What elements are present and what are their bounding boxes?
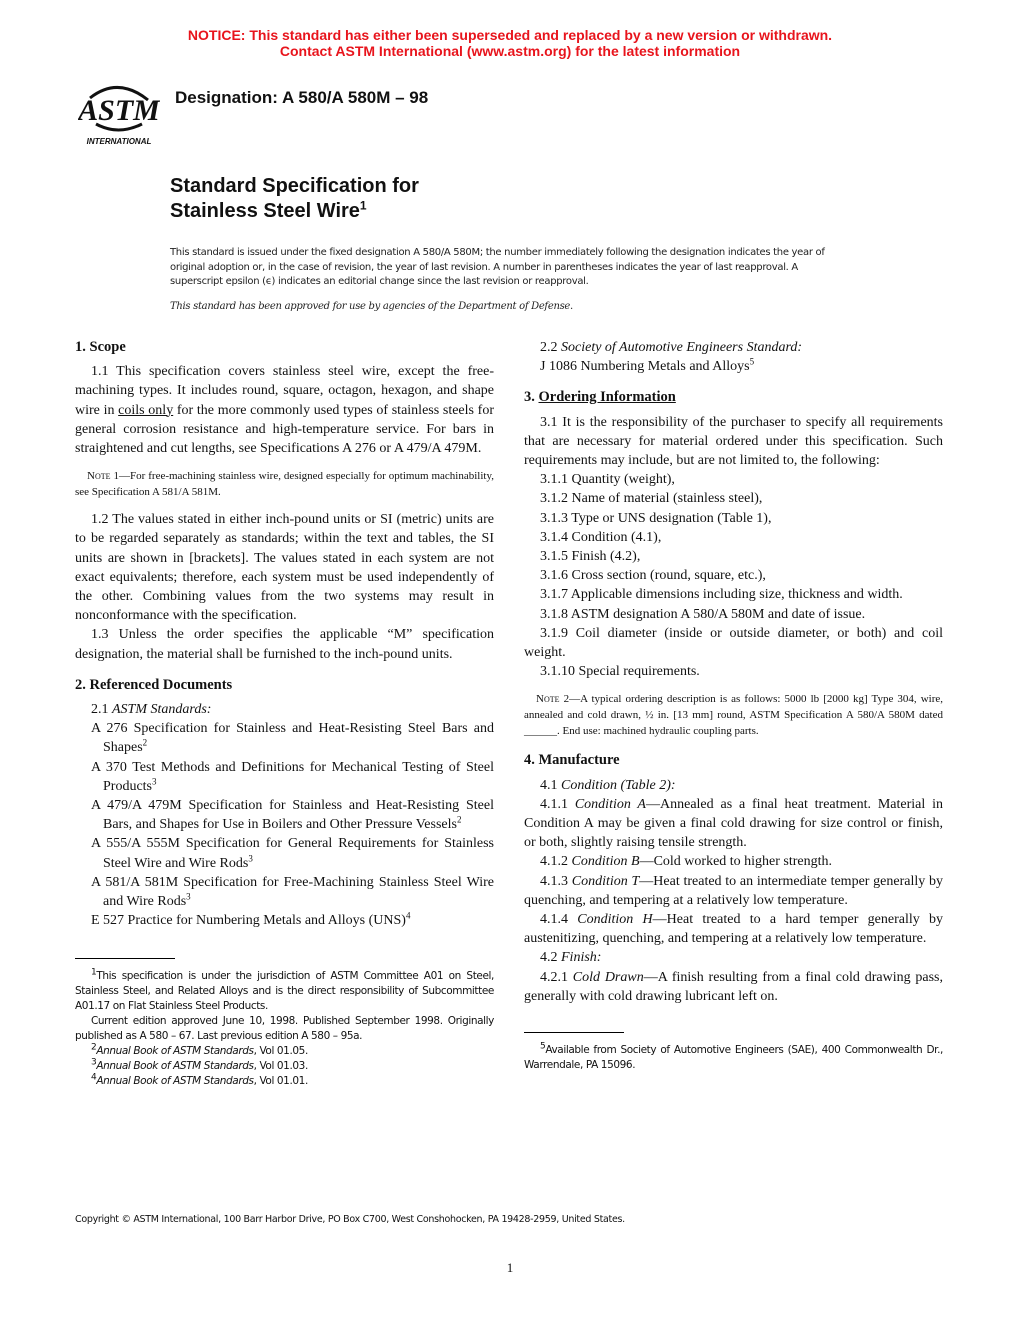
paragraph-4-2: 4.2 Finish:: [540, 950, 602, 966]
paragraph-1-2: 1.2 The values stated in either inch-pound units or SI (metric) units are to be regarded separately as standards; within the text and tables, the SI units are shown in [brackets]. The values stated in each system are not exact equivalents; therefore, each system must be used independently of the other. Combining values from the two systems may result in nonconformance with the specification.: [75, 512, 494, 624]
notice-line-1: NOTICE: This standard has either been superseded and replaced by a new version or withdrawn.: [187, 27, 833, 43]
ordering-items: [524, 470, 943, 585]
page-number: 1: [506, 1260, 514, 1275]
left-column: [75, 338, 494, 1089]
ordering-item: 3.1.2 Name of material (stainless steel),: [540, 491, 763, 507]
paragraph-4-1-1: 4.1.1 Condition A—Annealed as a final heat treatment. Material in Condition A may be given a final cold drawing for size control or finish, or both, slightly raising tensile strength.: [524, 796, 944, 851]
section-heading: 3. Ordering Information: [524, 389, 676, 406]
svg-text:ASTM: ASTM: [78, 94, 160, 127]
paragraph-3-1-10: 3.1.10 Special requirements.: [540, 664, 700, 680]
right-column: [524, 338, 943, 1073]
paragraph-3-1-8: 3.1.8 ASTM designation A 580/A 580M and date of issue.: [540, 606, 866, 622]
paragraph-4-1-2: 4.1.2 Condition B—Cold worked to higher strength.: [540, 854, 833, 870]
reference-item: E 527 Practice for Numbering Metals and Alloys (UNS)$^4$: [91, 910, 411, 929]
footnote-1-edition: Current edition approved June 10, 1998. Published September 1998. Originally published as A 580 – 67. Last previous edition A 580 – 95a.: [75, 1015, 494, 1043]
title-text: Stainless Steel Wire: [170, 200, 360, 222]
ordering-item: 3.1.6 Cross section (round, square, etc.),: [540, 568, 766, 584]
paragraph-2-1: 2.1 ASTM Standards:: [91, 702, 212, 718]
title-line-1: Standard Specification for: [170, 175, 419, 197]
footnote-divider: [75, 958, 175, 959]
svg-text:INTERNATIONAL: INTERNATIONAL: [86, 137, 152, 146]
paragraph-3-1-9: 3.1.9 Coil diameter (inside or outside diameter, or both) and coil weight.: [524, 625, 943, 661]
paragraph-1-1: 1.1 This specification covers stainless steel wire, except the free-machining types. It includes round, square, octagon, hexagon, and shape wire in coils only for the more commonly used types of stainless steels for general corrosion resistance and high-temperature service. For bars in straightened and cut lengths, see Specifications A 276 or A 479/A 479M.: [75, 364, 494, 457]
reference-item: A 479/A 479M Specification for Stainless and Heat-Resisting Steel Bars, and Shapes for Use in Boilers and Other Pressure Vessels$^2$: [91, 798, 494, 833]
note-2: Note 2—A typical ordering description is as follows: 5000 lb [2000 kg] Type 304, wire, annealed and cold drawn, ½ in. [13 mm] round, ASTM Specification A 580/A 580M dated ______. End use: machined hydraulic coupling parts.: [524, 693, 944, 738]
dod-approval: This standard has been approved for use by agencies of the Department of Defense.: [170, 301, 573, 312]
paragraph-4-1-4: 4.1.4 Condition H—Heat treated to a hard temper generally by austenitizing, quenching, and tempering at a relatively low temperature.: [524, 912, 943, 947]
paragraph-4-2-1: 4.2.1 Cold Drawn—A finish resulting from a final cold drawing pass, generally with cold drawing lubricant left on.: [524, 969, 943, 1004]
paragraph-2-2: 2.2 Society of Automotive Engineers Standard:: [540, 340, 803, 355]
paragraph-4-1-3: 4.1.3 Condition T—Heat treated to an intermediate temper generally by quenching, and tempering at a relatively low temperature.: [524, 873, 944, 908]
paragraph-1-3: 1.3 Unless the order specifies the applicable “M” specification designation, the material shall be furnished to the inch-pound units.: [75, 627, 494, 662]
reference-item: A 581/A 581M Specification for Free-Machining Stainless Steel Wire and Wire Rods$^3$: [91, 874, 494, 910]
withdrawn-notice: [0, 27, 1020, 59]
section-heading: 1. Scope: [75, 339, 126, 355]
footnote-item: $^2$Annual Book of ASTM Standards, Vol 01.05.: [91, 1042, 308, 1058]
paragraph-3-1-7: 3.1.7 Applicable dimensions including size, thickness and width.: [540, 587, 903, 603]
reference-item: A 555/A 555M Specification for General Requirements for Stainless Steel Wire and Wire Rods$^3$: [91, 836, 494, 871]
reference-list: [75, 719, 494, 930]
issuance-statement: This standard is issued under the fixed designation A 580/A 580M; the number immediately following the designation indicates the year of original adoption or, in the case of revision, the year of last revision. A number in parentheses indicates the year of last reapproval. A superscript epsilon (ϵ) indicates an editorial change since the last revision or reapproval.: [170, 247, 825, 287]
section-heading: 4. Manufacture: [524, 752, 620, 769]
astm-logo: [78, 78, 160, 148]
ordering-item: 3.1.4 Condition (4.1),: [540, 529, 662, 545]
reference-item: A 276 Specification for Stainless and Heat-Resisting Steel Bars and Shapes$^2$: [91, 721, 494, 756]
paragraph-3-1: 3.1 It is the responsibility of the purchaser to specify all requirements that are necessary for material ordered under this specification. Such requirements may include, but are not limited to, the following:: [524, 414, 943, 469]
ordering-item: 3.1.5 Finish (4.2),: [540, 549, 641, 565]
footnote-ref: 1: [359, 198, 367, 213]
paragraph-4-1: 4.1 Condition (Table 2):: [540, 777, 676, 793]
footnote-list: [75, 1044, 494, 1089]
document-title: [170, 174, 419, 224]
footnote-item: $^4$Annual Book of ASTM Standards, Vol 01.01.: [91, 1072, 308, 1088]
section-heading: 2. Referenced Documents: [75, 676, 233, 693]
notice-line-2: Contact ASTM International (www.astm.org) for the latest information: [279, 43, 741, 59]
reference-item: A 370 Test Methods and Definitions for Mechanical Testing of Steel Products$^3$: [91, 759, 494, 794]
footnote-5: $^5$Available from Society of Automotive Engineers (SAE), 400 Commonwealth Dr., Warrendale, PA 15096.: [524, 1041, 943, 1072]
designation: Designation: A 580/A 580M – 98: [175, 88, 429, 107]
note-1: Note 1—For free-machining stainless wire, designed especially for optimum machinability, see Specification A 581/A 581M.: [75, 470, 494, 499]
ordering-item: 3.1.3 Type or UNS designation (Table 1),: [540, 510, 772, 526]
footnote-1: $^1$This specification is under the jurisdiction of ASTM Committee A01 on Steel, Stainless Steel, and Related Alloys and is the direct responsibility of Subcommittee A01.17 on Flat Stainless Steel Products.: [75, 967, 494, 1013]
reference-j1086: J 1086 Numbering Metals and Alloys$^5$: [540, 356, 755, 375]
footnote-divider: [524, 1032, 624, 1033]
ordering-item: 3.1.1 Quantity (weight),: [540, 472, 675, 488]
copyright: Copyright © ASTM International, 100 Barr Harbor Drive, PO Box C700, West Conshohocken, PA 19428-2959, United States.: [75, 1214, 625, 1225]
title-line-2: [170, 199, 419, 224]
footnote-item: $^3$Annual Book of ASTM Standards, Vol 01.03.: [91, 1057, 308, 1073]
